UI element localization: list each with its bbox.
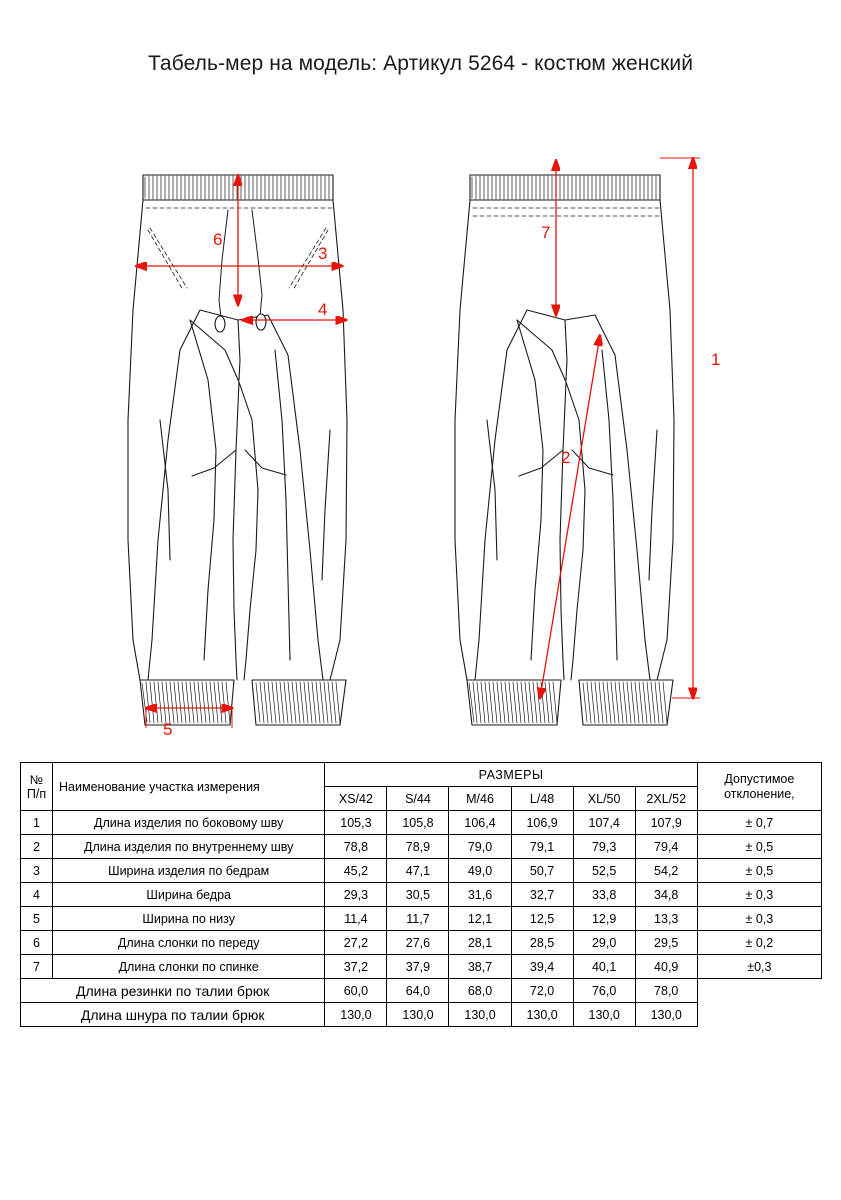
header-num-line2: П/п: [26, 786, 47, 801]
callout-5: 5: [163, 720, 173, 739]
row-value: 105,8: [387, 811, 449, 835]
row-value: 38,7: [449, 955, 511, 979]
row-value: 39,4: [511, 955, 573, 979]
row-value: 13,3: [635, 907, 697, 931]
table-row: [21, 883, 822, 907]
header-size-2xl52: 2XL/52: [635, 787, 697, 811]
row-value: 79,4: [635, 835, 697, 859]
header-size-m46: M/46: [449, 787, 511, 811]
row-value: 79,1: [511, 835, 573, 859]
technical-drawing: [0, 120, 841, 750]
row-value: 37,9: [387, 955, 449, 979]
row-value: 27,2: [325, 931, 387, 955]
row-value: 106,9: [511, 811, 573, 835]
row-name: Ширина изделия по бедрам: [53, 859, 325, 883]
summary-value: 72,0: [511, 979, 573, 1003]
table-summary-row: [21, 979, 822, 1003]
row-value: 12,1: [449, 907, 511, 931]
header-deviation-line1: Допустимое: [724, 772, 795, 787]
row-value: 29,5: [635, 931, 697, 955]
row-value: 50,7: [511, 859, 573, 883]
callout-2: 2: [561, 448, 571, 467]
summary-value: 76,0: [573, 979, 635, 1003]
summary-value: 60,0: [325, 979, 387, 1003]
table-header-row-1: [21, 763, 822, 787]
row-deviation: ±0,3: [697, 955, 821, 979]
header-size-l48: L/48: [511, 787, 573, 811]
row-deviation: ± 0,5: [697, 859, 821, 883]
row-num: 4: [21, 883, 53, 907]
row-deviation: ± 0,3: [697, 907, 821, 931]
row-value: 34,8: [635, 883, 697, 907]
row-num: 6: [21, 931, 53, 955]
row-name: Длина изделия по внутреннему шву: [53, 835, 325, 859]
summary-value: 78,0: [635, 979, 697, 1003]
row-value: 105,3: [325, 811, 387, 835]
measurement-table-wrap: [20, 762, 822, 1027]
row-value: 47,1: [387, 859, 449, 883]
row-name: Ширина бедра: [53, 883, 325, 907]
table-row: [21, 955, 822, 979]
row-name: Длина слонки по спинке: [53, 955, 325, 979]
callout-7: 7: [541, 223, 551, 242]
table-row: [21, 811, 822, 835]
measurement-table: [20, 762, 822, 1027]
row-value: 107,4: [573, 811, 635, 835]
summary-value: 130,0: [387, 1003, 449, 1027]
row-deviation: ± 0,5: [697, 835, 821, 859]
row-deviation: ± 0,3: [697, 883, 821, 907]
callout-6: 6: [213, 230, 223, 249]
row-value: 52,5: [573, 859, 635, 883]
row-deviation: ± 0,7: [697, 811, 821, 835]
row-value: 29,3: [325, 883, 387, 907]
page-title: Табель-мер на модель: Артикул 5264 - костюм женский: [147, 52, 694, 75]
table-row: [21, 931, 822, 955]
row-value: 106,4: [449, 811, 511, 835]
row-value: 28,1: [449, 931, 511, 955]
row-name: Ширина по низу: [53, 907, 325, 931]
row-value: 107,9: [635, 811, 697, 835]
row-num: 1: [21, 811, 53, 835]
row-num: 3: [21, 859, 53, 883]
header-size-s44: S/44: [387, 787, 449, 811]
row-value: 12,9: [573, 907, 635, 931]
row-value: 54,2: [635, 859, 697, 883]
row-value: 45,2: [325, 859, 387, 883]
row-value: 27,6: [387, 931, 449, 955]
row-value: 49,0: [449, 859, 511, 883]
summary-deviation: [697, 1003, 821, 1027]
row-value: 37,2: [325, 955, 387, 979]
summary-value: 130,0: [449, 1003, 511, 1027]
row-value: 30,5: [387, 883, 449, 907]
row-value: 12,5: [511, 907, 573, 931]
row-value: 11,7: [387, 907, 449, 931]
row-value: 78,8: [325, 835, 387, 859]
summary-value: 64,0: [387, 979, 449, 1003]
row-value: 33,8: [573, 883, 635, 907]
row-value: 32,7: [511, 883, 573, 907]
row-num: 5: [21, 907, 53, 931]
header-size-xs42: XS/42: [325, 787, 387, 811]
row-value: 79,3: [573, 835, 635, 859]
summary-value: 130,0: [573, 1003, 635, 1027]
row-value: 78,9: [387, 835, 449, 859]
table-row: [21, 859, 822, 883]
header-deviation: [697, 763, 821, 811]
row-value: 28,5: [511, 931, 573, 955]
row-value: 40,9: [635, 955, 697, 979]
table-summary-row: [21, 1003, 822, 1027]
summary-name: Длина резинки по талии брюк: [21, 979, 325, 1003]
header-num: [21, 763, 53, 811]
summary-value: 130,0: [325, 1003, 387, 1027]
row-value: 31,6: [449, 883, 511, 907]
row-value: 79,0: [449, 835, 511, 859]
row-value: 40,1: [573, 955, 635, 979]
table-row: [21, 835, 822, 859]
callout-3: 3: [318, 244, 328, 263]
row-value: 11,4: [325, 907, 387, 931]
header-num-line1: №: [29, 772, 44, 787]
summary-name: Длина шнура по талии брюк: [21, 1003, 325, 1027]
summary-value: 68,0: [449, 979, 511, 1003]
row-num: 2: [21, 835, 53, 859]
header-sizes-group: РАЗМЕРЫ: [325, 763, 697, 787]
summary-deviation: [697, 979, 821, 1003]
summary-value: 130,0: [635, 1003, 697, 1027]
row-name: Длина слонки по переду: [53, 931, 325, 955]
row-num: 7: [21, 955, 53, 979]
row-name: Длина изделия по боковому шву: [53, 811, 325, 835]
callout-4: 4: [318, 300, 328, 319]
row-deviation: ± 0,2: [697, 931, 821, 955]
row-value: 29,0: [573, 931, 635, 955]
header-deviation-line2: отклонение,: [724, 786, 795, 801]
header-name: Наименование участка измерения: [53, 763, 325, 811]
table-row: [21, 907, 822, 931]
callout-1: 1: [711, 350, 721, 369]
summary-value: 130,0: [511, 1003, 573, 1027]
header-size-xl50: XL/50: [573, 787, 635, 811]
